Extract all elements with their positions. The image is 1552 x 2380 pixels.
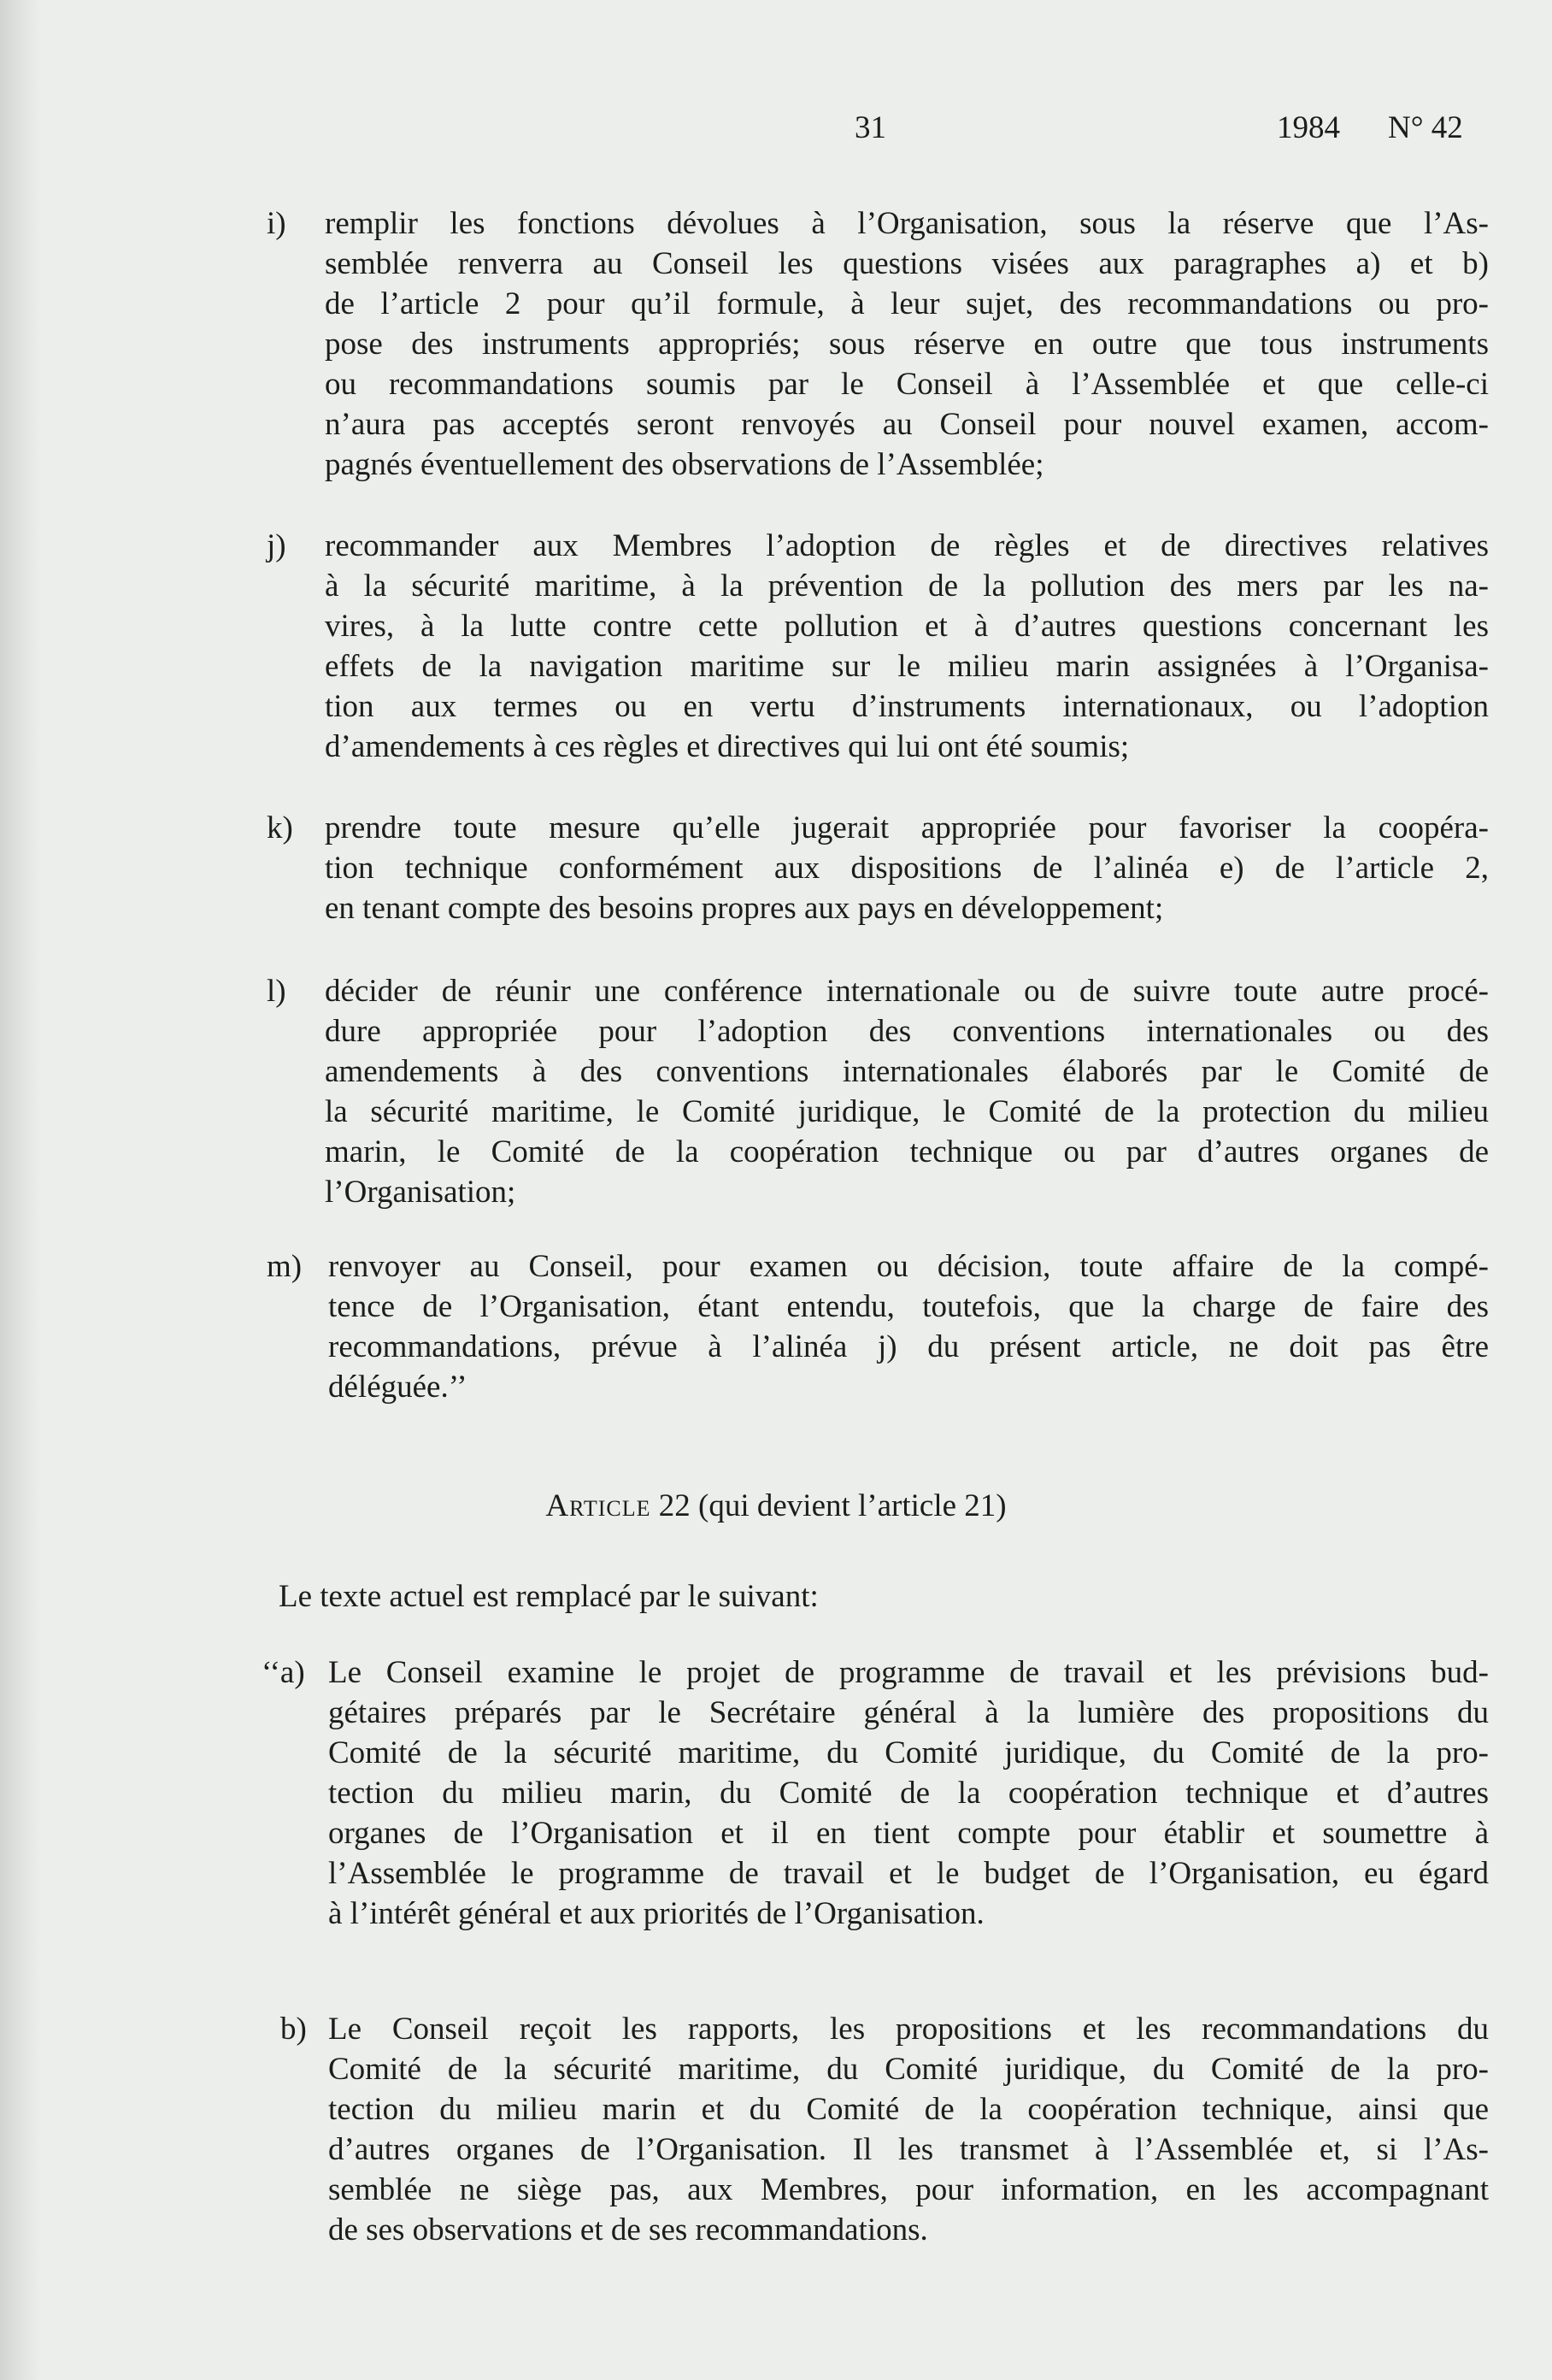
text-line: tence de l’Organisation, étant entendu, toutefois, que la charge de faire des [328, 1289, 1489, 1324]
list-item-m [267, 1246, 1489, 1417]
item-text [325, 203, 1489, 485]
text-line: Le Conseil examine le projet de programme de travail et les prévisions bud- [328, 1655, 1489, 1690]
intro-paragraph [279, 1578, 819, 1615]
text-line: dure appropriée pour l’adoption des conventions internationales ou des [325, 1014, 1489, 1049]
list-item-k [267, 808, 1489, 936]
item-label: b) [280, 2012, 307, 2047]
text-line: pagnés éventuellement des observations de l’Assemblée; [325, 447, 1044, 482]
article-heading-rest: 22 (qui devient l’article 21) [658, 1488, 1007, 1523]
text-line: amendements à des conventions internationales élaborés par le Comité de [325, 1054, 1489, 1089]
text-line: pose des instruments appropriés; sous réserve en outre que tous instruments [325, 327, 1489, 362]
text-line: Comité de la sécurité maritime, du Comité juridique, du Comité de la pro- [328, 2052, 1489, 2087]
list-item-j [267, 526, 1489, 774]
text-line: ou recommandations soumis par le Conseil à l’Assemblée et que celle-ci [325, 367, 1489, 402]
text-line: gétaires préparés par le Secrétaire général à la lumière des propositions du [328, 1695, 1489, 1730]
item-text [325, 808, 1489, 928]
text-line: n’aura pas acceptés seront renvoyés au Conseil pour nouvel examen, accom- [325, 407, 1489, 442]
sub-item-a [262, 1652, 1489, 1943]
item-label: j) [267, 528, 286, 563]
text-line: vires, à la lutte contre cette pollution et à d’autres questions concernant les [325, 609, 1489, 644]
text-line: tion aux termes ou en vertu d’instruments internationaux, ou l’adoption [325, 689, 1489, 724]
text-line: Le Conseil reçoit les rapports, les propositions et les recommandations du [328, 2012, 1489, 2047]
text-line: d’amendements à ces règles et directives qui lui ont été soumis; [325, 729, 1130, 764]
item-text [328, 1652, 1489, 1934]
list-item-l [267, 971, 1489, 1219]
item-label: i) [267, 206, 286, 241]
item-label: m) [267, 1249, 303, 1284]
header-issue-number: N° 42 [1388, 110, 1463, 145]
item-text [325, 971, 1489, 1212]
text-line: organes de l’Organisation et il en tient compte pour établir et soumettre à [328, 1816, 1489, 1851]
article-heading-word: Article [545, 1488, 651, 1523]
text-line: tection du milieu marin et du Comité de la coopération technique, ainsi que [328, 2092, 1489, 2127]
text-line: recommander aux Membres l’adoption de règles et de directives relatives [325, 528, 1489, 563]
item-label: ‘‘a) [262, 1655, 305, 1690]
text-line: déléguée.’’ [328, 1370, 467, 1405]
intro-text: Le texte actuel est remplacé par le suivant: [279, 1579, 819, 1614]
text-line: renvoyer au Conseil, pour examen ou décision, toute affaire de la compé- [328, 1249, 1489, 1284]
text-line: recommandations, prévue à l’alinéa j) du présent article, ne doit pas être [328, 1329, 1489, 1364]
item-text [328, 1246, 1489, 1407]
page-number: 31 [855, 110, 886, 145]
text-line: l’Assemblée le programme de travail et le budget de l’Organisation, eu égard [328, 1856, 1489, 1891]
text-line: Comité de la sécurité maritime, du Comité juridique, du Comité de la pro- [328, 1735, 1489, 1770]
text-line: semblée ne siège pas, aux Membres, pour information, en les accompagnant [328, 2172, 1489, 2207]
item-text [328, 2009, 1489, 2250]
sub-item-b [280, 2009, 1489, 2265]
item-label: k) [267, 810, 293, 845]
text-line: marin, le Comité de la coopération technique ou par d’autres organes de [325, 1134, 1489, 1169]
list-item-i [267, 203, 1489, 486]
text-line: tection du milieu marin, du Comité de la coopération technique et d’autres [328, 1776, 1489, 1811]
text-line: semblée renverra au Conseil les questions visées aux paragraphes a) et b) [325, 246, 1489, 281]
text-line: la sécurité maritime, le Comité juridique, le Comité de la protection du milieu [325, 1094, 1489, 1129]
text-line: décider de réunir une conférence internationale ou de suivre toute autre procé- [325, 974, 1489, 1009]
text-line: effets de la navigation maritime sur le milieu marin assignées à l’Organisa- [325, 649, 1489, 684]
header-year: 1984 [1277, 110, 1340, 145]
text-line: en tenant compte des besoins propres aux pays en développement; [325, 891, 1164, 926]
article-heading [0, 1488, 1552, 1524]
text-line: remplir les fonctions dévolues à l’Organisation, sous la réserve que l’As- [325, 206, 1489, 241]
text-line: de ses observations et de ses recommandations. [328, 2212, 928, 2247]
text-line: de l’article 2 pour qu’il formule, à leur sujet, des recommandations ou pro- [325, 286, 1489, 321]
item-label: l) [267, 974, 286, 1009]
text-line: tion technique conformément aux dispositions de l’alinéa e) de l’article 2, [325, 851, 1489, 886]
text-line: d’autres organes de l’Organisation. Il les transmet à l’Assemblée et, si l’As- [328, 2132, 1489, 2167]
text-line: à l’intérêt général et aux priorités de l’Organisation. [328, 1896, 985, 1931]
text-line: l’Organisation; [325, 1175, 516, 1210]
text-line: à la sécurité maritime, à la prévention de la pollution des mers par les na- [325, 568, 1489, 604]
page-header [0, 109, 1552, 150]
text-line: prendre toute mesure qu’elle jugerait appropriée pour favoriser la coopéra- [325, 810, 1489, 845]
item-text [325, 526, 1489, 767]
